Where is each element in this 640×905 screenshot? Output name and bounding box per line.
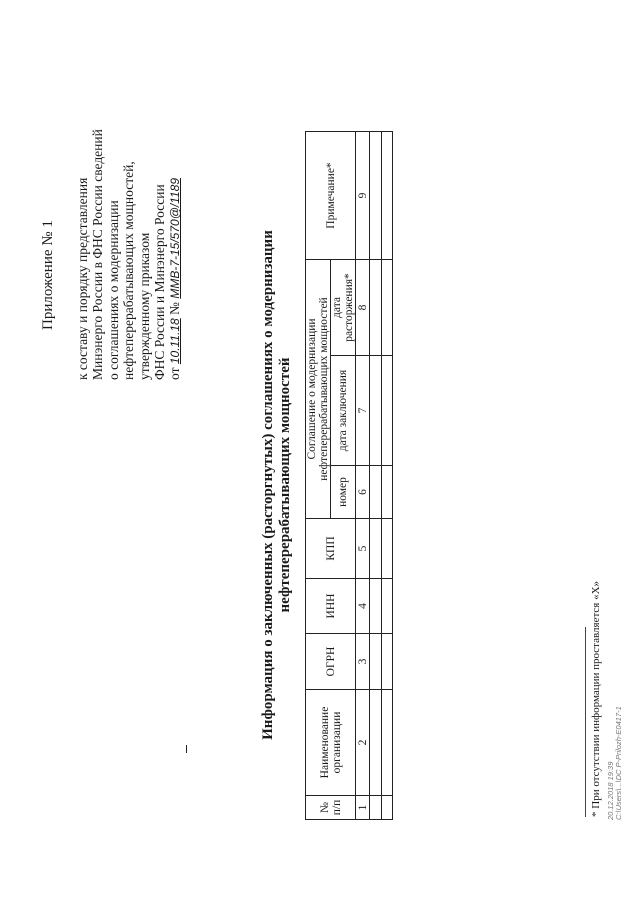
document-title — [260, 165, 294, 805]
table-cell — [382, 466, 393, 519]
table-cell — [382, 634, 393, 690]
column-number: 1 — [356, 796, 370, 820]
header-note: Примечание* — [306, 132, 356, 260]
table-cell — [382, 796, 393, 820]
annex-description — [75, 40, 184, 380]
column-number-row — [356, 132, 370, 820]
table-cell — [370, 579, 382, 634]
order-prefix: от — [167, 367, 183, 380]
header-agreement: Соглашение о модернизации нефтеперерабатывающих мощностей — [306, 260, 331, 519]
annex-title: Приложение № 1 — [40, 220, 56, 330]
order-number: ММВ-7-15/570@/1189 — [168, 177, 183, 299]
table-cell — [370, 634, 382, 690]
scan-stamp — [607, 706, 623, 820]
annex-line: утвержденному приказом — [136, 232, 152, 380]
column-number: 4 — [356, 579, 370, 634]
header-number: номер — [331, 466, 356, 519]
table-cell — [370, 356, 382, 466]
table-cell — [370, 690, 382, 796]
column-number: 9 — [356, 132, 370, 260]
table-cell — [370, 519, 382, 579]
margin-mark — [186, 745, 187, 753]
table-row — [382, 132, 393, 820]
annex-line: Минэнерго России в ФНС России сведений — [90, 129, 106, 380]
header-num: № п/п — [306, 796, 356, 820]
column-number: 8 — [356, 260, 370, 356]
table-cell — [382, 690, 393, 796]
table-cell — [382, 356, 393, 466]
footnote: * При отсутствии информации проставляется «Х» — [590, 580, 602, 817]
order-number-prefix: № — [167, 302, 183, 315]
annex-line: о соглашениях о модернизации — [105, 200, 121, 380]
header-inn: ИНН — [306, 579, 356, 634]
table-cell — [382, 579, 393, 634]
title-line-2: нефтеперерабатывающих мощностей — [277, 357, 293, 613]
header-org-name: Наименование организации — [306, 690, 356, 796]
header-conclusion-date: дата заключения — [331, 356, 356, 466]
annex-line: к составу и порядку представления — [75, 177, 90, 380]
table-cell — [370, 466, 382, 519]
header-kpp: КПП — [306, 519, 356, 579]
column-number: 3 — [356, 634, 370, 690]
annex-line: нефтеперерабатывающих мощностей, — [121, 161, 137, 380]
annex-line: ФНС России и Минэнерго России — [152, 184, 168, 380]
table-cell — [370, 796, 382, 820]
title-line-1: Информация о заключенных (расторгнутых) соглашениях о модернизации — [260, 230, 276, 740]
agreements-table — [305, 131, 393, 820]
scan-stamp-path: С:\Users\...\DC P-Prilozh-E0417-1 — [614, 706, 623, 820]
header-row — [306, 132, 331, 820]
scan-stamp-date: 20.12.2018 19:39 — [606, 761, 615, 820]
header-ogrn: ОГРН — [306, 634, 356, 690]
table-cell — [370, 132, 382, 260]
column-number: 7 — [356, 356, 370, 466]
order-date: 10.11.18 — [168, 318, 183, 365]
column-number: 6 — [356, 466, 370, 519]
table-cell — [382, 260, 393, 356]
footnote-divider — [585, 627, 586, 817]
table-cell — [382, 519, 393, 579]
column-number: 2 — [356, 690, 370, 796]
table-cell — [382, 132, 393, 260]
column-number: 5 — [356, 519, 370, 579]
table-cell — [370, 260, 382, 356]
table-row — [370, 132, 382, 820]
header-termination-date: дата расторжения* — [331, 260, 356, 356]
order-reference — [167, 40, 183, 380]
